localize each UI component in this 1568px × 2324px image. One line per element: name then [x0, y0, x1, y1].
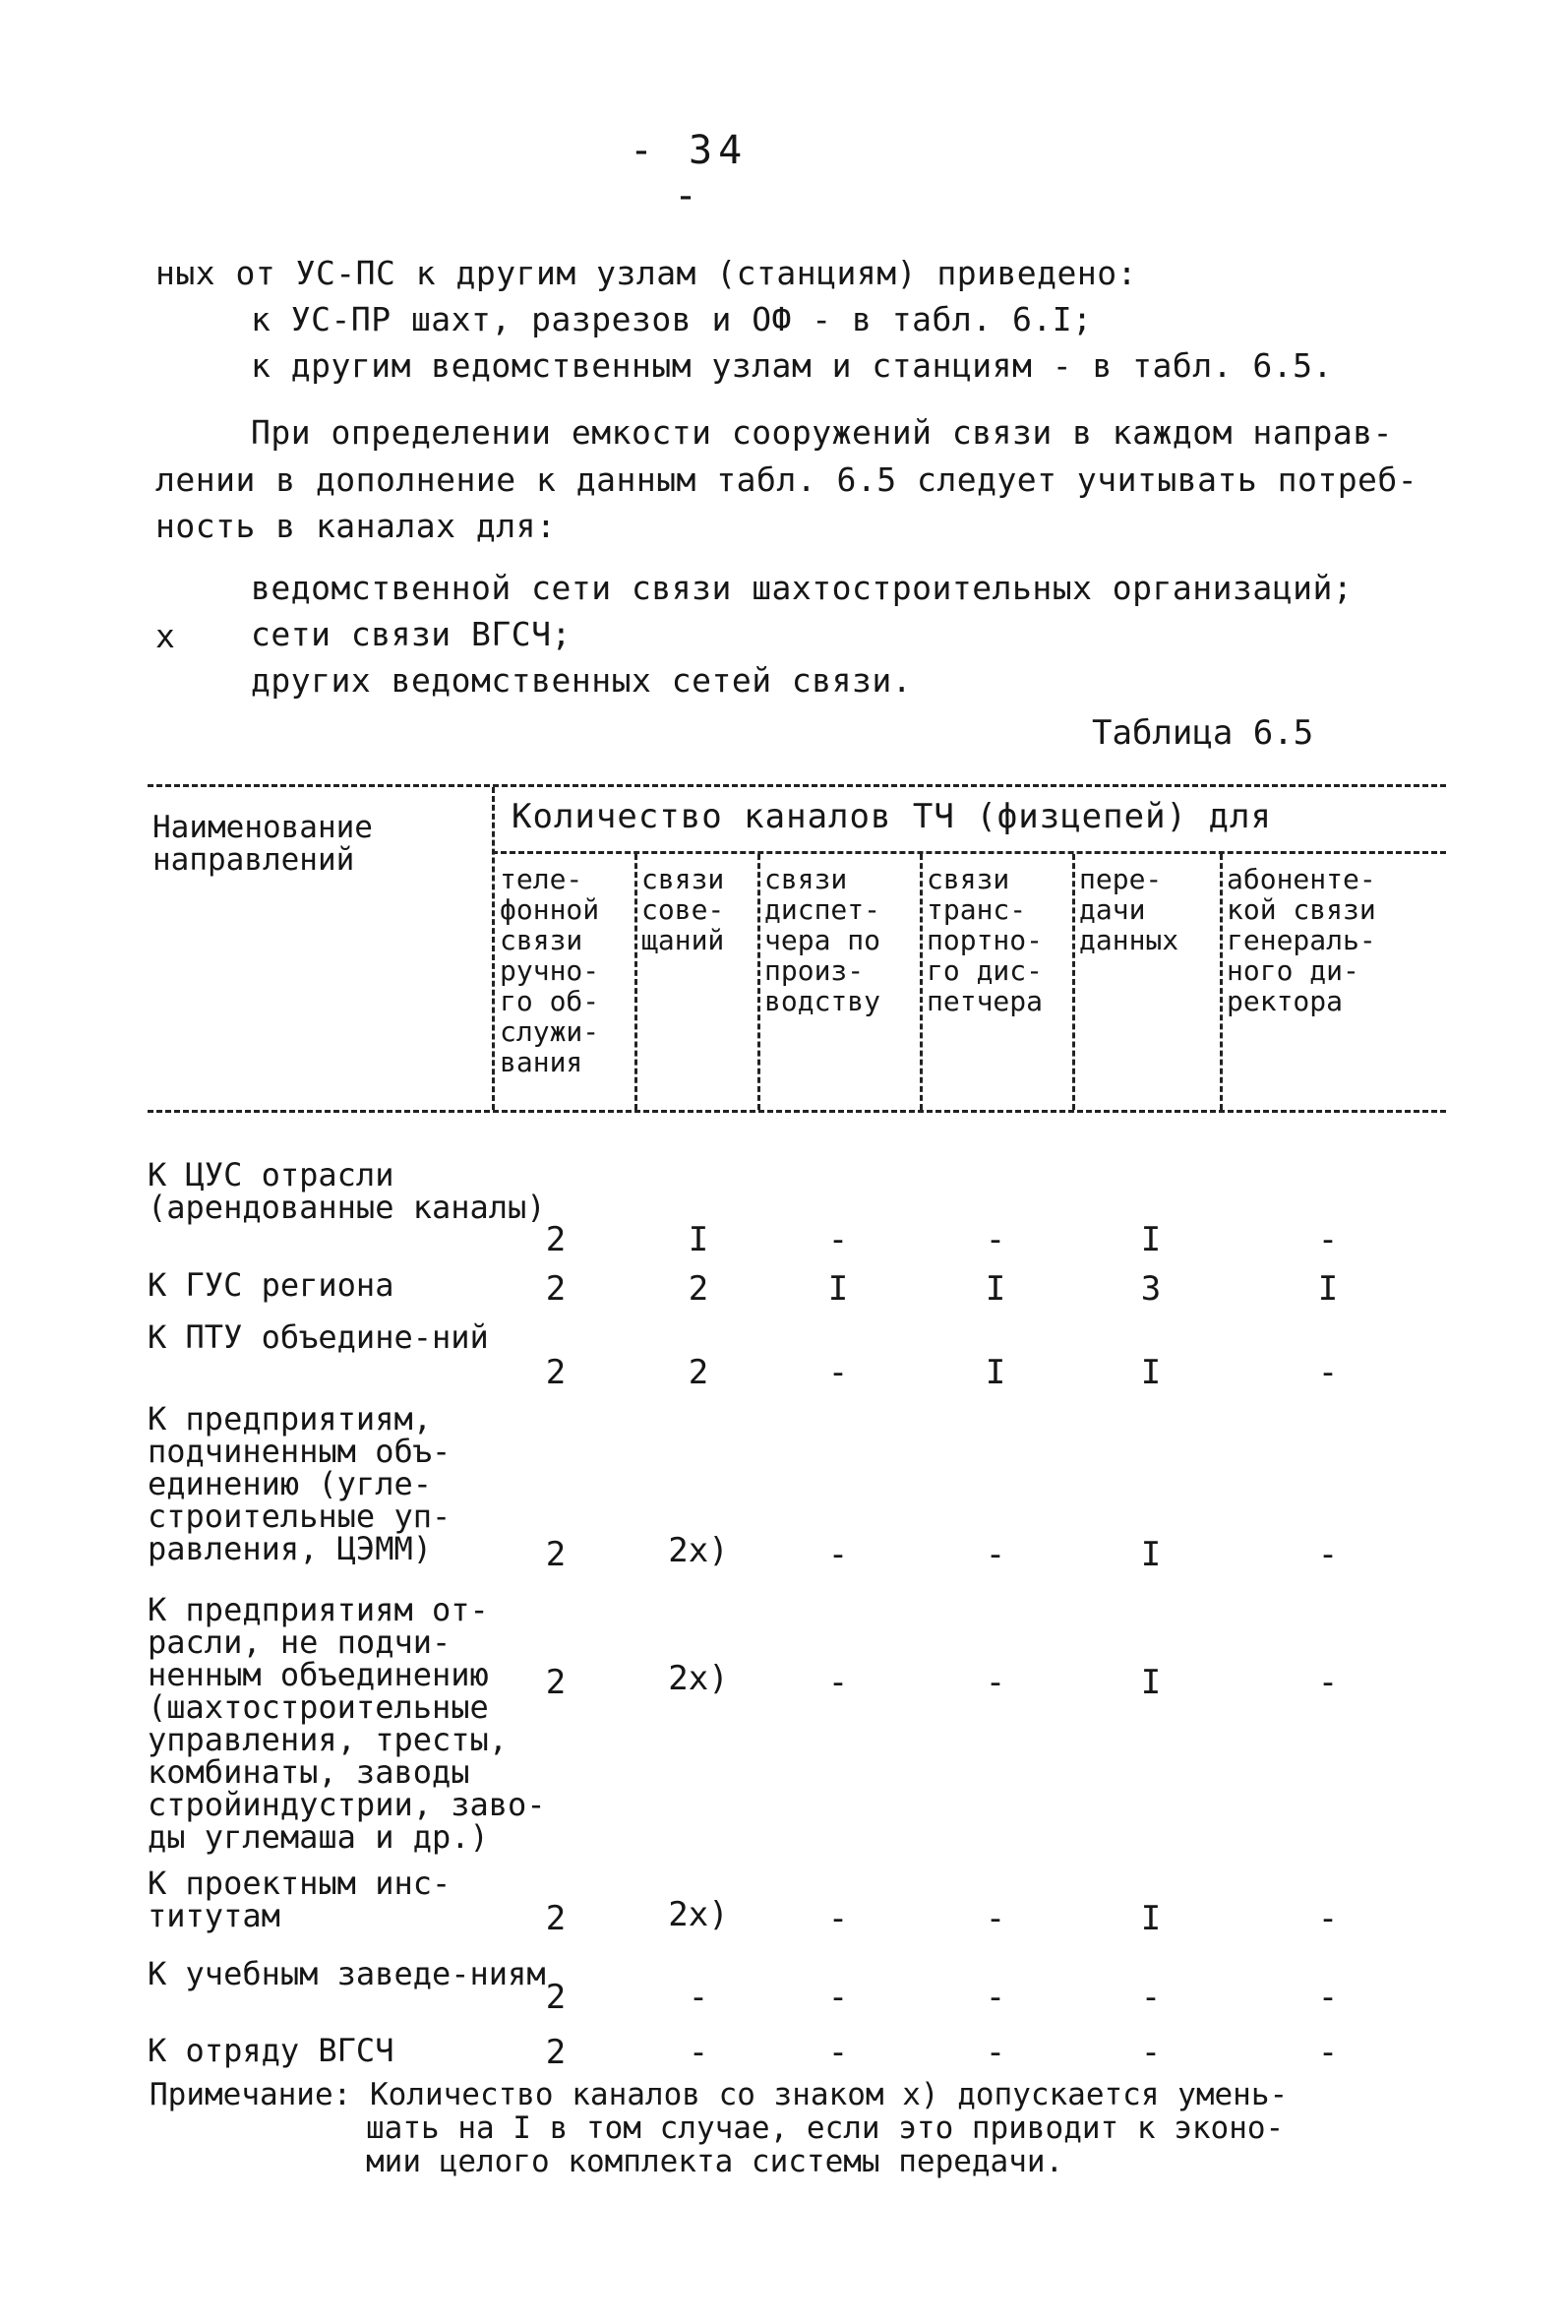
row6-col1: 2	[545, 1899, 567, 1938]
col-divider-2	[757, 854, 760, 1110]
row3-col6: -	[1317, 1353, 1339, 1392]
col-header-data-transfer: пере-дачи данных	[1079, 863, 1179, 956]
row1-col3: -	[827, 1220, 849, 1259]
row-name-4: К предприятиям, подчиненным объ-единению (угле-строительные уп-равления, ЦЭММ)	[148, 1400, 452, 1567]
row7-col5: -	[1140, 1978, 1162, 2017]
row5-col3: -	[827, 1663, 849, 1702]
row7-col6: -	[1317, 1978, 1339, 2017]
list-line-2: сети связи ВГСЧ;	[251, 615, 572, 653]
note-line-1: Примечание: Количество каналов со знаком х) допускается умень-	[150, 2077, 1289, 2112]
col-divider-4	[1072, 854, 1075, 1110]
row1-col6: -	[1317, 1220, 1339, 1259]
paragraph-line-3: ность в каналах для:	[155, 507, 557, 545]
col-divider-1	[634, 854, 637, 1110]
row1-col2: I	[688, 1220, 709, 1259]
col-header-transport-dispatcher: связи транс-портно-го дис-петчера	[927, 863, 1044, 1017]
row-name-2: К ГУС региона	[148, 1266, 394, 1304]
col-header-director-line: абоненте-кой связи генераль-ного ди-ректора	[1227, 863, 1376, 1017]
intro-line-2: к УС-ПР шахт, разрезов и ОФ - в табл. 6.I;	[251, 300, 1093, 338]
row2-col4: I	[985, 1269, 1006, 1309]
paragraph-line-1: При определении емкости сооружений связи в каждом направ-	[251, 413, 1393, 452]
page-number: - 34 -	[629, 128, 749, 218]
list-line-1: ведомственной сети связи шахтостроительных организаций;	[251, 569, 1354, 607]
row-name-7: К учебным заведе-ниям	[148, 1955, 546, 1992]
col-divider-3	[920, 854, 923, 1110]
row5-col4: -	[985, 1663, 1006, 1702]
row-name-3: К ПТУ объедине-ний	[148, 1318, 489, 1356]
row3-col4: I	[985, 1353, 1006, 1392]
row7-col1: 2	[545, 1978, 567, 2017]
header-bottom-rule	[148, 1110, 1446, 1113]
row-name-5: К предприятиям от-расли, не подчи-ненным объединению (шахтостроительные управления, тресты, комбинаты, заводы стройиндустрии, заво-ды углемаша и др.)	[148, 1591, 546, 1856]
margin-mark: х	[155, 617, 175, 655]
row8-col2: -	[688, 2033, 709, 2072]
row2-col1: 2	[545, 1269, 567, 1309]
group-header: Количество каналов ТЧ (физцепей) для	[512, 797, 1272, 836]
row4-col1: 2	[545, 1535, 567, 1574]
row-name-8: К отряду ВГСЧ	[148, 2032, 394, 2069]
row4-col2: 2х)	[668, 1531, 729, 1570]
row8-col5: -	[1140, 2033, 1162, 2072]
row7-col4: -	[985, 1978, 1006, 2017]
row4-col4: -	[985, 1535, 1006, 1574]
first-column-header: Наименование направлений	[152, 810, 373, 878]
col-divider-0	[492, 787, 495, 1110]
row2-col5: 3	[1140, 1269, 1162, 1309]
paragraph-line-2: лении в дополнение к данным табл. 6.5 следует учитывать потреб-	[155, 460, 1418, 499]
row4-col3: -	[827, 1535, 849, 1574]
col-header-production-dispatcher: связи диспет-чера по произ-водству	[764, 863, 881, 1017]
row1-col5: I	[1140, 1220, 1162, 1259]
note-line-3: мии целого комплекта системы передачи.	[366, 2144, 1064, 2179]
row6-col4: -	[985, 1899, 1006, 1938]
note-line-2: шать на I в том случае, если это приводит к эконо-	[366, 2110, 1285, 2146]
col-header-telephone: теле-фонной связи ручно-го об-служи-вания	[500, 863, 600, 1078]
row6-col6: -	[1317, 1899, 1339, 1938]
row-name-1: К ЦУС отрасли (арендованные каналы)	[148, 1156, 546, 1226]
table-caption: Таблица 6.5	[1092, 713, 1314, 753]
col-header-meetings: связи сове-щаний	[641, 863, 725, 956]
row8-col3: -	[827, 2033, 849, 2072]
row7-col3: -	[827, 1978, 849, 2017]
row1-col1: 2	[545, 1220, 567, 1259]
row3-col1: 2	[545, 1353, 567, 1392]
row5-col1: 2	[545, 1663, 567, 1702]
row2-col2: 2	[688, 1269, 709, 1309]
table-top-rule	[148, 784, 1446, 787]
row6-col2: 2х)	[668, 1895, 729, 1934]
row5-col6: -	[1317, 1663, 1339, 1702]
row8-col6: -	[1317, 2033, 1339, 2072]
intro-line-1: ных от УС-ПС к другим узлам (станциям) приведено:	[155, 254, 1138, 292]
row-name-6: К проектным инс-титутам	[148, 1865, 452, 1934]
row6-col3: -	[827, 1899, 849, 1938]
row8-col1: 2	[545, 2033, 567, 2072]
row8-col4: -	[985, 2033, 1006, 2072]
row2-col6: I	[1317, 1269, 1339, 1309]
row1-col4: -	[985, 1220, 1006, 1259]
row5-col2: 2х)	[668, 1659, 729, 1698]
row5-col5: I	[1140, 1663, 1162, 1702]
intro-line-3: к другим ведомственным узлам и станциям - в табл. 6.5.	[251, 346, 1333, 385]
row3-col2: 2	[688, 1353, 709, 1392]
col-divider-5	[1220, 854, 1223, 1110]
row7-col2: -	[688, 1978, 709, 2017]
row3-col3: -	[827, 1353, 849, 1392]
row2-col3: I	[827, 1269, 849, 1309]
row3-col5: I	[1140, 1353, 1162, 1392]
row4-col5: I	[1140, 1535, 1162, 1574]
row4-col6: -	[1317, 1535, 1339, 1574]
list-line-3: других ведомственных сетей связи.	[251, 661, 913, 700]
row6-col5: I	[1140, 1899, 1162, 1938]
